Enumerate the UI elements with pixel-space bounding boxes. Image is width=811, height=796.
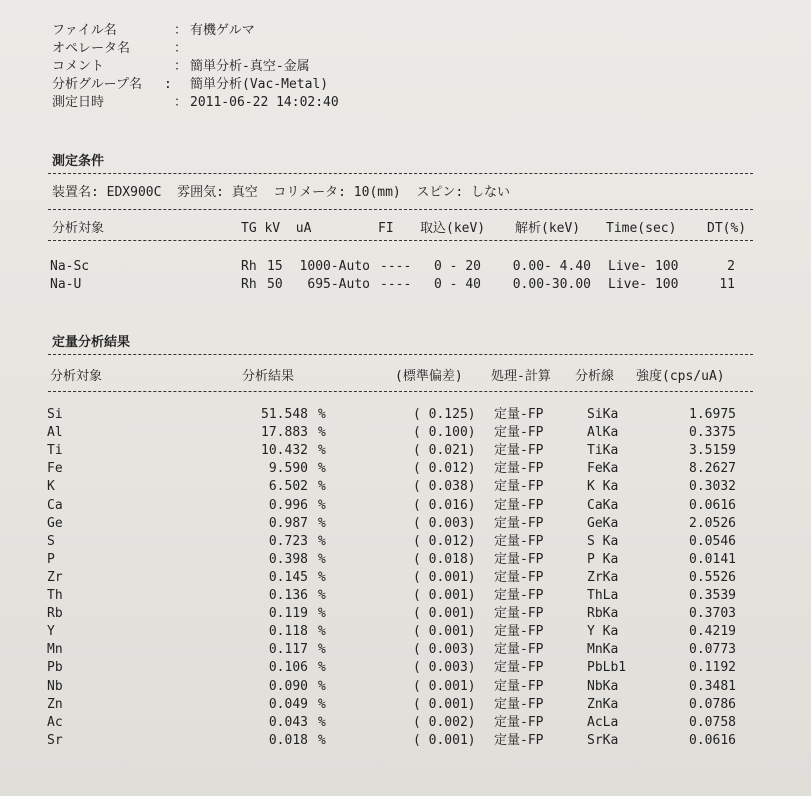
cond-fi: ---- — [380, 277, 412, 292]
intensity-value: 0.3481 — [689, 679, 736, 694]
analysis-line: FeKa — [587, 461, 619, 476]
process-method: 定量-FP — [494, 624, 544, 639]
result-unit: % — [318, 697, 326, 712]
cond-dt: 11 — [719, 277, 735, 292]
std-deviation: ( 0.001) — [413, 679, 476, 694]
process-method: 定量-FP — [494, 443, 544, 458]
cond-target: Na-Sc — [50, 259, 90, 274]
intensity-value: 0.5526 — [689, 570, 736, 585]
group-label: 分析グループ名 — [52, 77, 142, 92]
analysis-line: ZnKa — [587, 697, 619, 712]
group-value: 簡単分析(Vac-Metal) — [190, 77, 329, 92]
result-unit: % — [318, 407, 326, 422]
process-method: 定量-FP — [494, 588, 544, 603]
process-method: 定量-FP — [494, 570, 544, 585]
std-deviation: ( 0.001) — [413, 697, 476, 712]
analysis-line: NbKa — [587, 679, 619, 694]
intensity-value: 0.0773 — [689, 642, 736, 657]
element-symbol: Fe — [47, 461, 63, 476]
intensity-value: 0.0786 — [689, 697, 736, 712]
intensity-value: 0.0616 — [689, 498, 736, 513]
comment-value: 簡単分析-真空-金属 — [190, 59, 310, 74]
result-unit: % — [318, 425, 326, 440]
col-fi: FI — [378, 221, 394, 236]
cond-fi: ---- — [380, 259, 412, 274]
divider — [48, 391, 753, 392]
std-deviation: ( 0.002) — [413, 715, 476, 730]
divider — [48, 209, 753, 210]
col-dt: DT(%) — [707, 221, 747, 236]
result-value: 10.432 — [261, 443, 308, 458]
file-name-label: ファイル名 — [52, 23, 117, 38]
result-value: 0.043 — [268, 715, 308, 730]
result-unit: % — [318, 660, 326, 675]
intensity-value: 0.4219 — [689, 624, 736, 639]
element-symbol: Ge — [47, 516, 63, 531]
result-unit: % — [318, 624, 326, 639]
divider — [48, 173, 753, 174]
analysis-line: P Ka — [587, 552, 619, 567]
std-deviation: ( 0.125) — [413, 407, 476, 422]
intensity-value: 8.2627 — [689, 461, 736, 476]
result-value: 0.145 — [268, 570, 308, 585]
file-name-colon: ： — [174, 23, 188, 38]
result-value: 0.723 — [268, 534, 308, 549]
cond-ua: 695-Auto — [307, 277, 370, 292]
intensity-value: 0.3032 — [689, 479, 736, 494]
analysis-line: SrKa — [587, 733, 619, 748]
element-symbol: Ca — [47, 498, 63, 513]
std-deviation: ( 0.012) — [413, 461, 476, 476]
analysis-line: CaKa — [587, 498, 619, 513]
element-symbol: Zn — [47, 697, 63, 712]
datetime-label: 測定日時 — [52, 95, 105, 110]
result-unit: % — [318, 461, 326, 476]
result-value: 6.502 — [268, 479, 308, 494]
col-acquire: 取込(keV) — [420, 221, 486, 236]
file-name-value: 有機ゲルマ — [190, 23, 255, 38]
cond-time: Live- 100 — [608, 259, 679, 274]
analysis-line: K Ka — [587, 479, 619, 494]
comment-label: コメント — [52, 59, 105, 74]
process-method: 定量-FP — [494, 498, 544, 513]
element-symbol: Si — [47, 407, 63, 422]
col-result: 分析結果 — [242, 369, 295, 384]
std-deviation: ( 0.018) — [413, 552, 476, 567]
datetime-value: 2011-06-22 14:02:40 — [190, 95, 339, 110]
result-unit: % — [318, 498, 326, 513]
datetime-colon: ： — [174, 95, 188, 110]
cond-analysis: 0.00-30.00 — [512, 277, 591, 292]
col-analysis: 解析(keV) — [515, 221, 581, 236]
analysis-line: Y Ka — [587, 624, 619, 639]
process-method: 定量-FP — [494, 516, 544, 531]
col-tg-kv-ua: TG kV uA — [241, 221, 312, 236]
std-deviation: ( 0.100) — [413, 425, 476, 440]
element-symbol: P — [47, 552, 55, 567]
std-deviation: ( 0.003) — [413, 516, 476, 531]
element-symbol: Mn — [47, 642, 63, 657]
result-value: 9.590 — [268, 461, 308, 476]
operator-colon: ： — [174, 41, 188, 56]
result-value: 0.106 — [268, 660, 308, 675]
intensity-value: 2.0526 — [689, 516, 736, 531]
cond-tg: Rh — [241, 259, 257, 274]
process-method: 定量-FP — [494, 679, 544, 694]
process-method: 定量-FP — [494, 733, 544, 748]
element-symbol: Rb — [47, 606, 63, 621]
col-target: 分析対象 — [50, 369, 103, 384]
result-unit: % — [318, 642, 326, 657]
cond-time: Live- 100 — [608, 277, 679, 292]
element-symbol: Ti — [47, 443, 63, 458]
intensity-value: 0.0141 — [689, 552, 736, 567]
operator-label: オペレータ名 — [52, 41, 131, 56]
process-method: 定量-FP — [494, 479, 544, 494]
std-deviation: ( 0.001) — [413, 570, 476, 585]
std-deviation: ( 0.003) — [413, 660, 476, 675]
process-method: 定量-FP — [494, 715, 544, 730]
results-title: 定量分析結果 — [52, 335, 131, 350]
result-unit: % — [318, 534, 326, 549]
analysis-line: SiKa — [587, 407, 619, 422]
device-line: 装置名: EDX900C 雰囲気: 真空 コリメータ: 10(mm) スピン: しない — [52, 185, 511, 200]
col-process: 処理-計算 — [491, 369, 551, 384]
process-method: 定量-FP — [494, 407, 544, 422]
element-symbol: K — [47, 479, 55, 494]
comment-colon: ： — [174, 59, 188, 74]
divider — [48, 354, 753, 355]
analysis-line: TiKa — [587, 443, 619, 458]
col-time: Time(sec) — [606, 221, 677, 236]
cond-acquire: 0 - 40 — [434, 277, 481, 292]
std-deviation: ( 0.001) — [413, 733, 476, 748]
intensity-value: 0.0546 — [689, 534, 736, 549]
analysis-line: RbKa — [587, 606, 619, 621]
group-colon: : — [164, 77, 172, 92]
intensity-value: 0.3375 — [689, 425, 736, 440]
element-symbol: Pb — [47, 660, 63, 675]
element-symbol: Ac — [47, 715, 63, 730]
element-symbol: S — [47, 534, 55, 549]
col-line: 分析線 — [575, 369, 615, 384]
process-method: 定量-FP — [494, 642, 544, 657]
result-value: 0.987 — [268, 516, 308, 531]
result-value: 0.049 — [268, 697, 308, 712]
analysis-line: AcLa — [587, 715, 619, 730]
intensity-value: 1.6975 — [689, 407, 736, 422]
result-value: 17.883 — [261, 425, 308, 440]
result-value: 0.118 — [268, 624, 308, 639]
result-value: 0.090 — [268, 679, 308, 694]
col-target: 分析対象 — [52, 221, 105, 236]
cond-kv: 15 — [267, 259, 283, 274]
analysis-line: ThLa — [587, 588, 619, 603]
result-value: 0.018 — [268, 733, 308, 748]
cond-tg: Rh — [241, 277, 257, 292]
process-method: 定量-FP — [494, 697, 544, 712]
analysis-line: GeKa — [587, 516, 619, 531]
cond-kv: 50 — [267, 277, 283, 292]
element-symbol: Al — [47, 425, 63, 440]
result-unit: % — [318, 443, 326, 458]
element-symbol: Th — [47, 588, 63, 603]
divider — [48, 240, 753, 241]
result-value: 0.398 — [268, 552, 308, 567]
result-unit: % — [318, 588, 326, 603]
std-deviation: ( 0.012) — [413, 534, 476, 549]
intensity-value: 0.1192 — [689, 660, 736, 675]
analysis-line: MnKa — [587, 642, 619, 657]
result-unit: % — [318, 570, 326, 585]
conditions-title: 測定条件 — [52, 154, 105, 169]
process-method: 定量-FP — [494, 660, 544, 675]
std-deviation: ( 0.016) — [413, 498, 476, 513]
result-value: 0.117 — [268, 642, 308, 657]
analysis-line: S Ka — [587, 534, 619, 549]
element-symbol: Zr — [47, 570, 63, 585]
result-unit: % — [318, 733, 326, 748]
intensity-value: 0.3539 — [689, 588, 736, 603]
intensity-value: 0.0758 — [689, 715, 736, 730]
intensity-value: 0.3703 — [689, 606, 736, 621]
col-stddev: (標準偏差) — [395, 369, 463, 384]
result-value: 51.548 — [261, 407, 308, 422]
analysis-line: PbLb1 — [587, 660, 627, 675]
result-unit: % — [318, 679, 326, 694]
std-deviation: ( 0.003) — [413, 642, 476, 657]
result-value: 0.136 — [268, 588, 308, 603]
intensity-value: 0.0616 — [689, 733, 736, 748]
process-method: 定量-FP — [494, 534, 544, 549]
result-unit: % — [318, 516, 326, 531]
process-method: 定量-FP — [494, 461, 544, 476]
cond-acquire: 0 - 20 — [434, 259, 481, 274]
analysis-line: ZrKa — [587, 570, 619, 585]
result-unit: % — [318, 479, 326, 494]
col-intensity: 強度(cps/uA) — [636, 369, 725, 384]
std-deviation: ( 0.001) — [413, 588, 476, 603]
result-unit: % — [318, 552, 326, 567]
result-value: 0.996 — [268, 498, 308, 513]
element-symbol: Y — [47, 624, 55, 639]
std-deviation: ( 0.038) — [413, 479, 476, 494]
process-method: 定量-FP — [494, 425, 544, 440]
process-method: 定量-FP — [494, 606, 544, 621]
result-value: 0.119 — [268, 606, 308, 621]
cond-ua: 1000-Auto — [299, 259, 370, 274]
cond-target: Na-U — [50, 277, 82, 292]
result-unit: % — [318, 606, 326, 621]
process-method: 定量-FP — [494, 552, 544, 567]
element-symbol: Nb — [47, 679, 63, 694]
cond-dt: 2 — [727, 259, 735, 274]
analysis-line: AlKa — [587, 425, 619, 440]
std-deviation: ( 0.001) — [413, 624, 476, 639]
result-unit: % — [318, 715, 326, 730]
element-symbol: Sr — [47, 733, 63, 748]
std-deviation: ( 0.001) — [413, 606, 476, 621]
intensity-value: 3.5159 — [689, 443, 736, 458]
std-deviation: ( 0.021) — [413, 443, 476, 458]
cond-analysis: 0.00- 4.40 — [512, 259, 591, 274]
